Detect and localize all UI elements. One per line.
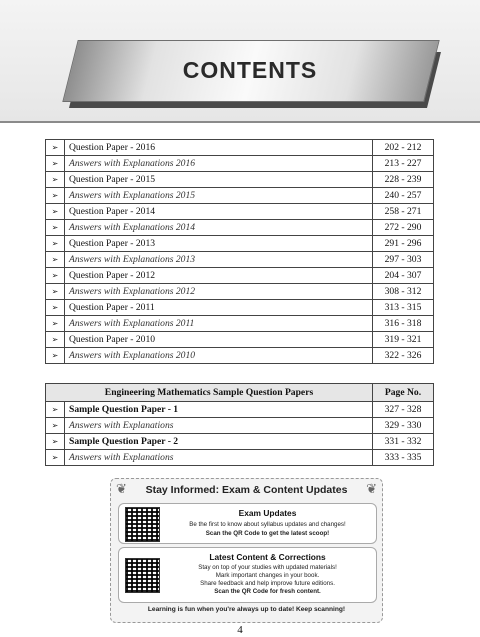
updates-footer: Learning is fun when you're always up to date! Keep scanning! xyxy=(147,606,346,613)
entry-pages: 297 - 303 xyxy=(373,252,434,268)
table-row xyxy=(46,284,434,300)
entry-title: Answers with Explanations xyxy=(65,450,373,466)
entry-pages: 313 - 315 xyxy=(373,300,434,316)
table-row xyxy=(46,220,434,236)
entry-title: Question Paper - 2016 xyxy=(65,140,373,156)
bullet-arrow-icon: ➢ xyxy=(46,450,65,466)
entry-pages: 258 - 271 xyxy=(373,204,434,220)
entry-title: Question Paper - 2011 xyxy=(65,300,373,316)
bullet-arrow-icon: ➢ xyxy=(46,284,65,300)
bullet-arrow-icon: ➢ xyxy=(46,236,65,252)
table-row xyxy=(46,348,434,364)
sample-table-header xyxy=(46,384,434,402)
entry-title: Question Paper - 2015 xyxy=(65,172,373,188)
contents-table xyxy=(45,139,434,364)
entry-title: Question Paper - 2010 xyxy=(65,332,373,348)
content-updates-line: Mark important changes in your book. xyxy=(215,572,320,579)
bullet-arrow-icon: ➢ xyxy=(46,434,65,450)
exam-updates-heading: Exam Updates xyxy=(238,508,297,518)
table-row xyxy=(46,140,434,156)
table-row xyxy=(46,172,434,188)
entry-title: Question Paper - 2012 xyxy=(65,268,373,284)
entry-pages: 204 - 307 xyxy=(373,268,434,284)
entry-pages: 308 - 312 xyxy=(373,284,434,300)
entry-pages: 213 - 227 xyxy=(373,156,434,172)
entry-title: Sample Question Paper - 2 xyxy=(65,434,373,450)
content-updates-card xyxy=(118,547,377,603)
header-divider xyxy=(0,121,480,123)
sample-papers-table xyxy=(45,383,434,466)
entry-pages: 327 - 328 xyxy=(373,402,434,418)
entry-title: Answers with Explanations 2011 xyxy=(65,316,373,332)
entry-pages: 331 - 332 xyxy=(373,434,434,450)
bullet-arrow-icon: ➢ xyxy=(46,220,65,236)
leaf-icon: ❦ xyxy=(116,482,127,497)
sample-header-title: Engineering Mathematics Sample Question Papers xyxy=(46,384,373,402)
entry-title: Answers with Explanations 2014 xyxy=(65,220,373,236)
entry-title: Answers with Explanations 2015 xyxy=(65,188,373,204)
table-row xyxy=(46,402,434,418)
leaf-icon: ❦ xyxy=(366,482,377,497)
exam-updates-line: Be the first to know about syllabus updates and changes! xyxy=(189,521,346,528)
qr-code-icon[interactable] xyxy=(125,507,160,542)
page-title: CONTENTS xyxy=(182,56,318,83)
updates-title: Stay Informed: Exam & Content Updates xyxy=(145,484,348,496)
bullet-arrow-icon: ➢ xyxy=(46,140,65,156)
entry-title: Sample Question Paper - 1 xyxy=(65,402,373,418)
table-row xyxy=(46,418,434,434)
bullet-arrow-icon: ➢ xyxy=(46,156,65,172)
table-row xyxy=(46,188,434,204)
entry-title: Question Paper - 2013 xyxy=(65,236,373,252)
exam-updates-line: Scan the QR Code to get the latest scoop! xyxy=(205,530,330,537)
entry-title: Answers with Explanations 2016 xyxy=(65,156,373,172)
table-row xyxy=(46,300,434,316)
bullet-arrow-icon: ➢ xyxy=(46,300,65,316)
bullet-arrow-icon: ➢ xyxy=(46,332,65,348)
table-row xyxy=(46,204,434,220)
bullet-arrow-icon: ➢ xyxy=(46,348,65,364)
entry-title: Answers with Explanations 2010 xyxy=(65,348,373,364)
table-row xyxy=(46,252,434,268)
sample-header-pages: Page No. xyxy=(373,384,434,402)
entry-pages: 272 - 290 xyxy=(373,220,434,236)
table-row xyxy=(46,156,434,172)
table-row xyxy=(46,332,434,348)
content-updates-heading: Latest Content & Corrections xyxy=(209,552,326,562)
page-number: 4 xyxy=(237,624,243,636)
bullet-arrow-icon: ➢ xyxy=(46,172,65,188)
entry-title: Answers with Explanations xyxy=(65,418,373,434)
bullet-arrow-icon: ➢ xyxy=(46,316,65,332)
table-row xyxy=(46,268,434,284)
entry-pages: 319 - 321 xyxy=(373,332,434,348)
entry-title: Answers with Explanations 2013 xyxy=(65,252,373,268)
entry-pages: 329 - 330 xyxy=(373,418,434,434)
entry-pages: 322 - 326 xyxy=(373,348,434,364)
entry-pages: 333 - 335 xyxy=(373,450,434,466)
entry-pages: 291 - 296 xyxy=(373,236,434,252)
content-updates-line: Scan the QR Code for fresh content. xyxy=(214,588,321,595)
entry-pages: 240 - 257 xyxy=(373,188,434,204)
bullet-arrow-icon: ➢ xyxy=(46,402,65,418)
qr-code-icon[interactable] xyxy=(125,558,160,593)
bullet-arrow-icon: ➢ xyxy=(46,252,65,268)
content-updates-line: Stay on top of your studies with updated materials! xyxy=(198,564,337,571)
table-row xyxy=(46,434,434,450)
bullet-arrow-icon: ➢ xyxy=(46,268,65,284)
bullet-arrow-icon: ➢ xyxy=(46,204,65,220)
content-updates-line: Share feedback and help improve future editions. xyxy=(200,580,335,587)
entry-title: Answers with Explanations 2012 xyxy=(65,284,373,300)
table-row xyxy=(46,450,434,466)
entry-title: Question Paper - 2014 xyxy=(65,204,373,220)
updates-box xyxy=(110,478,383,623)
table-row xyxy=(46,316,434,332)
entry-pages: 316 - 318 xyxy=(373,316,434,332)
exam-updates-card xyxy=(118,503,377,544)
entry-pages: 202 - 212 xyxy=(373,140,434,156)
bullet-arrow-icon: ➢ xyxy=(46,418,65,434)
bullet-arrow-icon: ➢ xyxy=(46,188,65,204)
table-row xyxy=(46,236,434,252)
entry-pages: 228 - 239 xyxy=(373,172,434,188)
